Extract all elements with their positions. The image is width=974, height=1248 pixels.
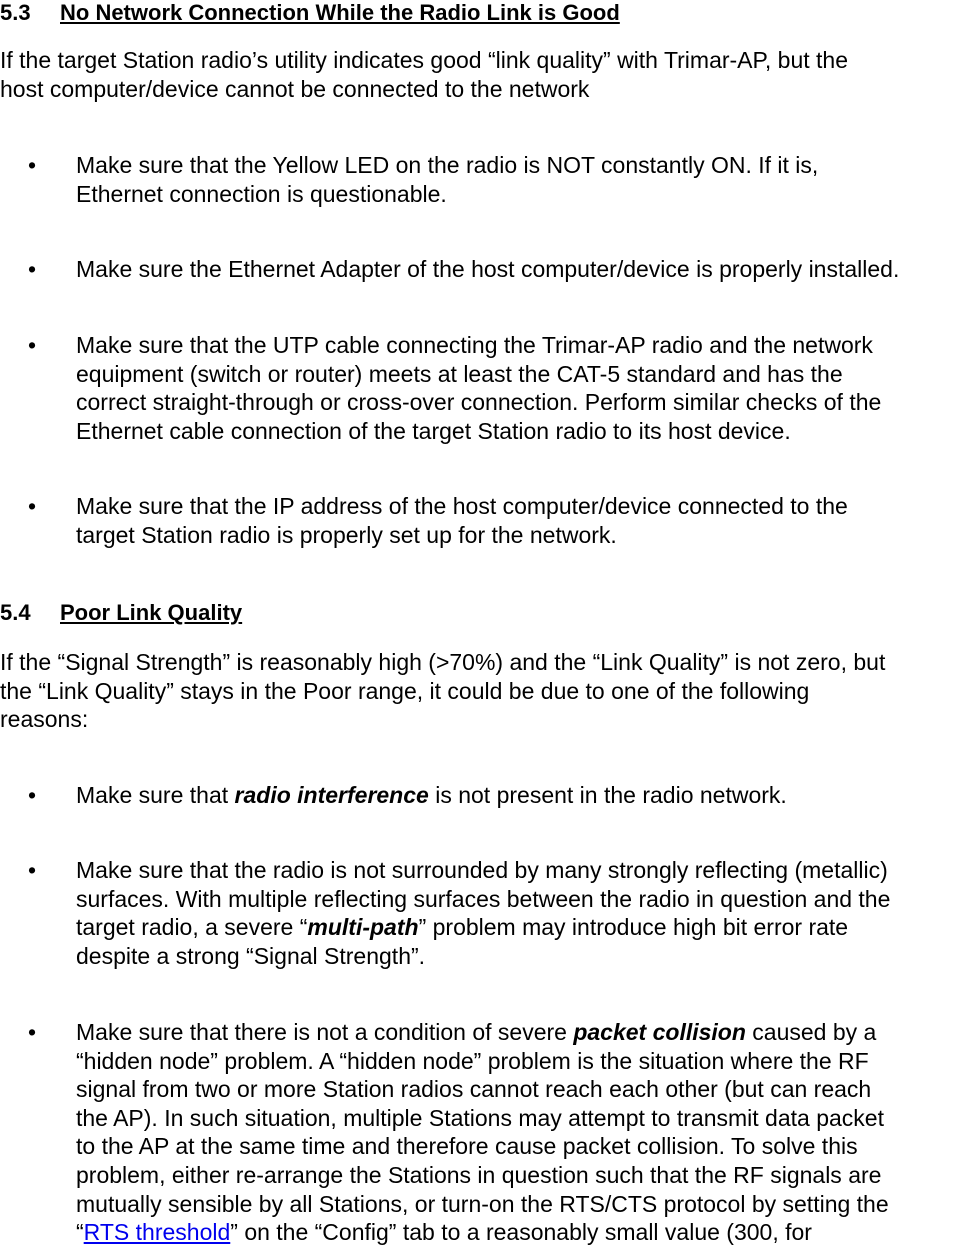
bullet-text-part: Make sure that the radio is not surrounded by many strongly reflecting (metallic) surfaces. With multiple reflecting surfaces between the radio in question and the target radio, a severe “ [76,857,891,941]
emphasis-term: packet collision [573,1019,746,1045]
bullet-text-part: ” on the “Config” tab to a reasonably small value (300, for [230,1219,812,1246]
bullet-icon: • [28,1019,37,1045]
bullet-icon: • [28,857,37,883]
bullet-icon: • [28,256,37,282]
bullet-text [76,781,974,810]
bullet-text: Make sure that the Yellow LED on the radio is NOT constantly ON. If it is, Ethernet connection is questionable. [76,152,819,207]
rts-threshold-link[interactable]: RTS threshold [83,1219,231,1246]
bullet-icon: • [28,332,37,358]
section-number: 5.4 [0,600,31,625]
bullet-text-part: ” problem may introduce high bit error rate despite a strong “Signal Strength”. [76,914,849,969]
bullet-icon: • [28,493,37,519]
bullet-text: Make sure that the UTP cable connecting the Trimar-AP radio and the network equipment (switch or router) meets at least the CAT-5 standard and has the correct straight-through or cross-over connection. Perform similar checks of the Ethernet cable connection of the target Station radio to its host device. [76,332,882,444]
emphasis-term: radio interference [234,782,429,808]
section-5-4-intro: If the “Signal Strength” is reasonably high (>70%) and the “Link Quality” is not zero, but the “Link Quality” stays in the Poor range, it could be due to one of the following reasons: [0,649,886,733]
bullet-text [76,1018,974,1247]
section-title: No Network Connection While the Radio Link is Good [60,0,620,25]
bullet-text-part: Make sure that there is not a condition of severe [76,1019,574,1045]
bullet-icon: • [28,152,37,178]
emphasis-term: multi-path [307,914,419,941]
section-5-3-intro: If the target Station radio’s utility indicates good “link quality” with Trimar-AP, but the host computer/device cannot be connected to the network [0,47,849,102]
bullet-text-part: caused by a “hidden node” problem. A “hidden node” problem is the situation where the RF signal from two or more Station radios cannot reach each other (but can reach the AP). In such situation, multiple Stations may attempt to transmit data packet to the AP at the same time and therefore cause packet collision. To solve this problem, either re-arrange the Stations in question such that the RF signals are mutually sensible by all Stations, or turn-on the RTS/CTS protocol by setting the “ [76,1019,889,1246]
bullet-text: Make sure that the IP address of the host computer/device connected to the target Station radio is properly set up for the network. [76,493,848,548]
bullet-text: Make sure the Ethernet Adapter of the host computer/device is properly installed. [76,256,900,282]
bullet-text-part: Make sure that [76,782,235,808]
section-number: 5.3 [0,0,31,25]
section-heading-5-3 [0,0,620,26]
bullet-icon: • [28,782,37,808]
bullet-text-part: is not present in the radio network. [428,782,787,808]
section-heading-5-4 [0,600,242,626]
section-title: Poor Link Quality [60,600,243,625]
bullet-text [76,856,974,970]
